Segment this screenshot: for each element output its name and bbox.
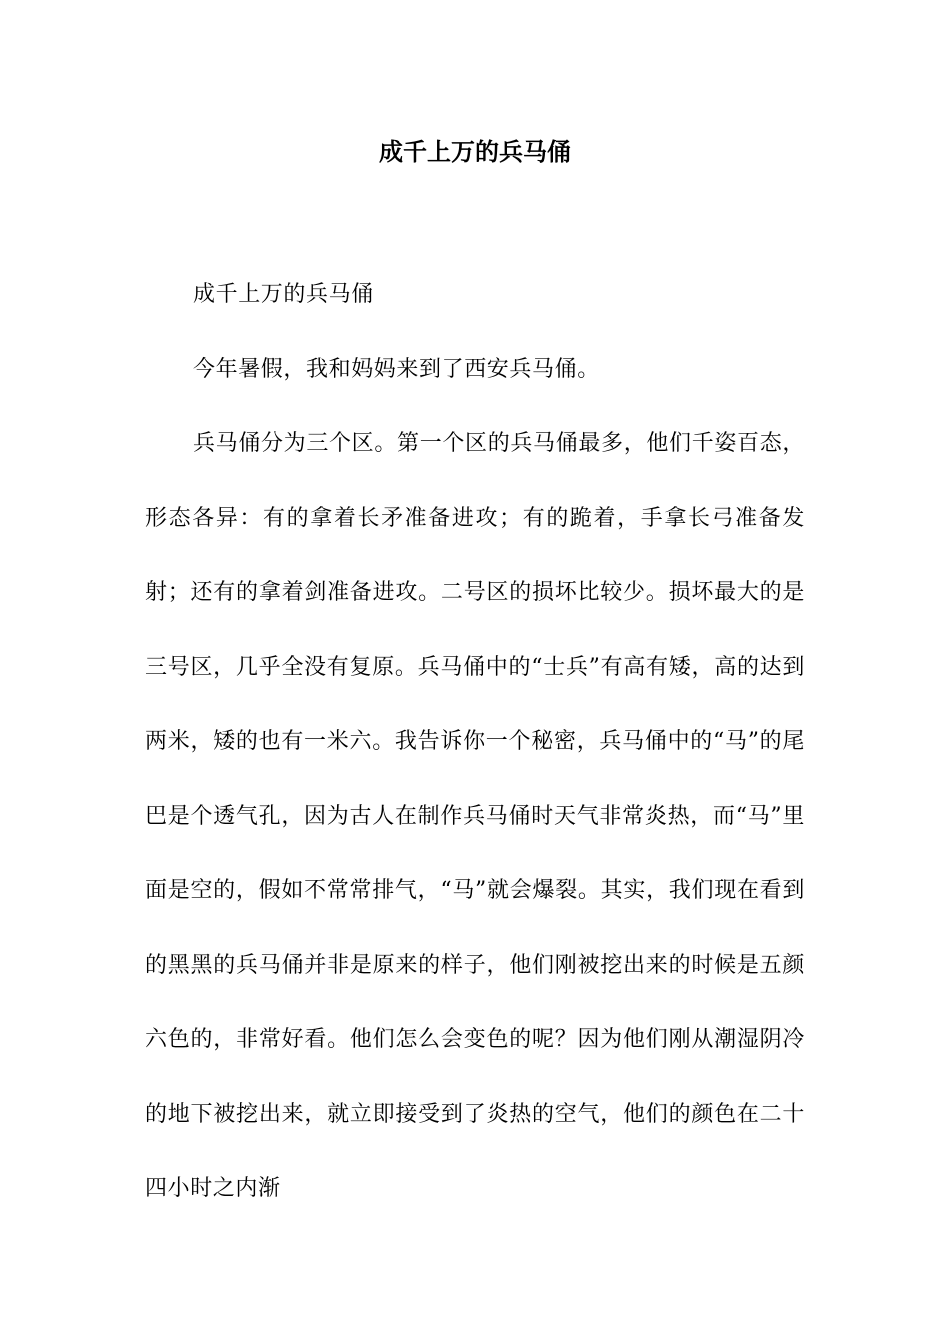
paragraph-intro: 今年暑假，我和妈妈来到了西安兵马俑。: [193, 356, 600, 382]
document-title: 成千上万的兵马俑: [379, 137, 571, 166]
paragraph-subtitle: 成千上万的兵马俑: [193, 282, 374, 307]
document-body: [145, 258, 805, 1227]
paragraph-main: 兵马俑分为三个区。第一个区的兵马俑最多，他们千姿百态，形态各异：有的拿着长矛准备进攻；有的跪着，手拿长弓准备发射；还有的拿着剑准备进攻。二号区的损坏比较少。损坏最大的是三号区，几乎全没有复原。兵马俑中的“士兵”有高有矮，高的达到两米，矮的也有一米六。我告诉你一个秘密，兵马俑中的“马”的尾巴是个透气孔，因为古人在制作兵马俑时天气非常炎热，而“马”里面是空的，假如不常常排气，“马”就会爆裂。其实，我们现在看到的黑黑的兵马俑并非是原来的样子，他们刚被挖出来的时候是五颜六色的，非常好看。他们怎么会变色的呢？因为他们刚从潮湿阴冷的地下被挖出来，就立即接受到了炎热的空气，他们的颜色在二十四小时之内渐: [145, 431, 805, 1201]
